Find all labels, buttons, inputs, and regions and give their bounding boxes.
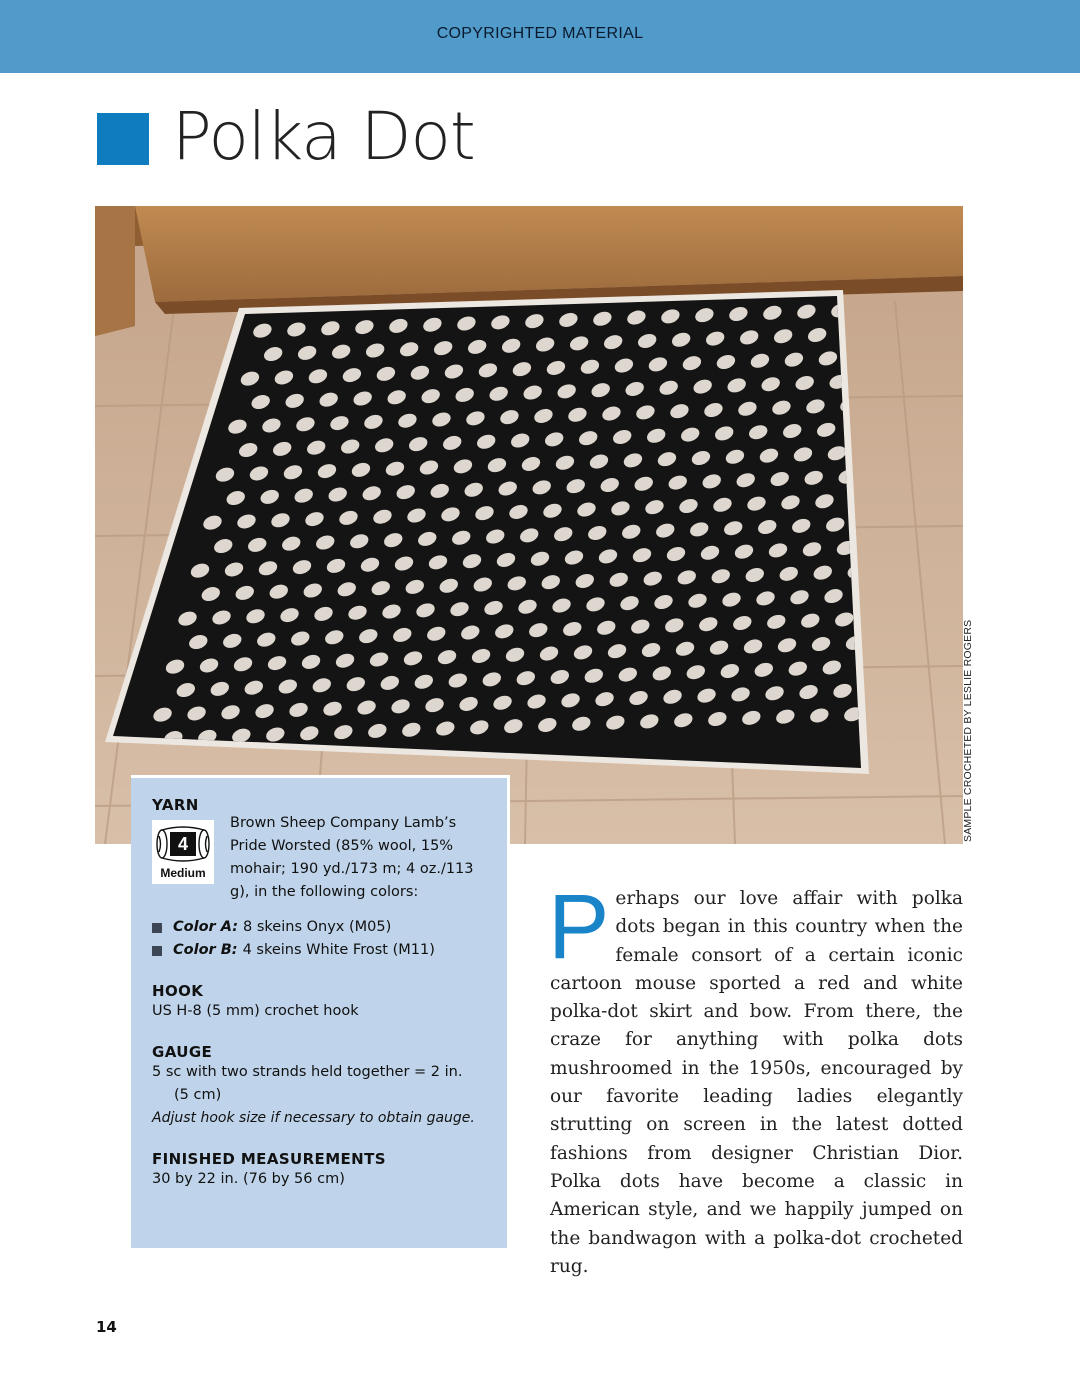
color-label: Color A:	[173, 919, 239, 935]
page-title: Polka Dot	[172, 98, 475, 175]
gauge-line-2: (5 cm)	[174, 1087, 222, 1103]
gauge-heading: GAUGE	[152, 1043, 213, 1061]
title-square-icon	[97, 113, 149, 165]
yarn-color-list	[152, 916, 487, 962]
color-value: 8 skeins Onyx (M05)	[243, 919, 392, 935]
color-label: Color B:	[173, 942, 238, 958]
copyright-banner	[0, 0, 1080, 73]
gauge-line-1: 5 sc with two strands held together = 2 in.	[152, 1064, 463, 1080]
yarn-weight-label: Medium	[160, 866, 206, 880]
page-number: 14	[96, 1318, 117, 1336]
finished-measurements-section	[152, 1150, 487, 1191]
yarn-weight-number: 4	[177, 834, 188, 854]
bullet-square-icon	[152, 923, 162, 933]
pattern-info-sidebar	[131, 775, 510, 1248]
list-item	[152, 916, 487, 939]
hook-section	[152, 982, 487, 1023]
intro-text: erhaps our love affair with polka dots began in this country when the female consort of a certain iconic cartoon mouse sported a red and white polka-dot skirt and bow. From there, the craze for anything with polka dots mushroomed in the 1950s, encouraged by our favorite leading ladies elegantly strutting on screen in the latest dotted fashions from designer Christian Dior. Polka dots have become a classic in American style, and we happily jumped on the bandwagon with a polka-dot crocheted rug.	[550, 888, 963, 1277]
bullet-square-icon	[152, 946, 162, 956]
hook-heading: HOOK	[152, 982, 204, 1000]
drop-cap: P	[548, 876, 610, 978]
gauge-section	[152, 1043, 487, 1130]
finished-heading: FINISHED MEASUREMENTS	[152, 1150, 386, 1168]
yarn-details	[152, 815, 487, 904]
color-value: 4 skeins White Frost (M11)	[242, 942, 435, 958]
hook-text: US H-8 (5 mm) crochet hook	[152, 1003, 359, 1019]
photo-credit: SAMPLE CROCHETED BY LESLIE ROGERS	[962, 619, 974, 842]
yarn-description: Brown Sheep Company Lamb’s Pride Worsted (85% wool, 15% mohair; 190 yd./173 m; 4 oz./113 g), in the following colors:	[230, 815, 474, 900]
yarn-heading: YARN	[152, 796, 199, 814]
intro-paragraph	[548, 876, 963, 1281]
rug-photo	[95, 206, 963, 844]
list-item	[152, 939, 487, 962]
banner-text: COPYRIGHTED MATERIAL	[436, 24, 644, 42]
gauge-note: Adjust hook size if necessary to obtain gauge.	[152, 1110, 475, 1126]
yarn-weight-icon	[152, 820, 214, 884]
finished-text: 30 by 22 in. (76 by 56 cm)	[152, 1171, 345, 1187]
